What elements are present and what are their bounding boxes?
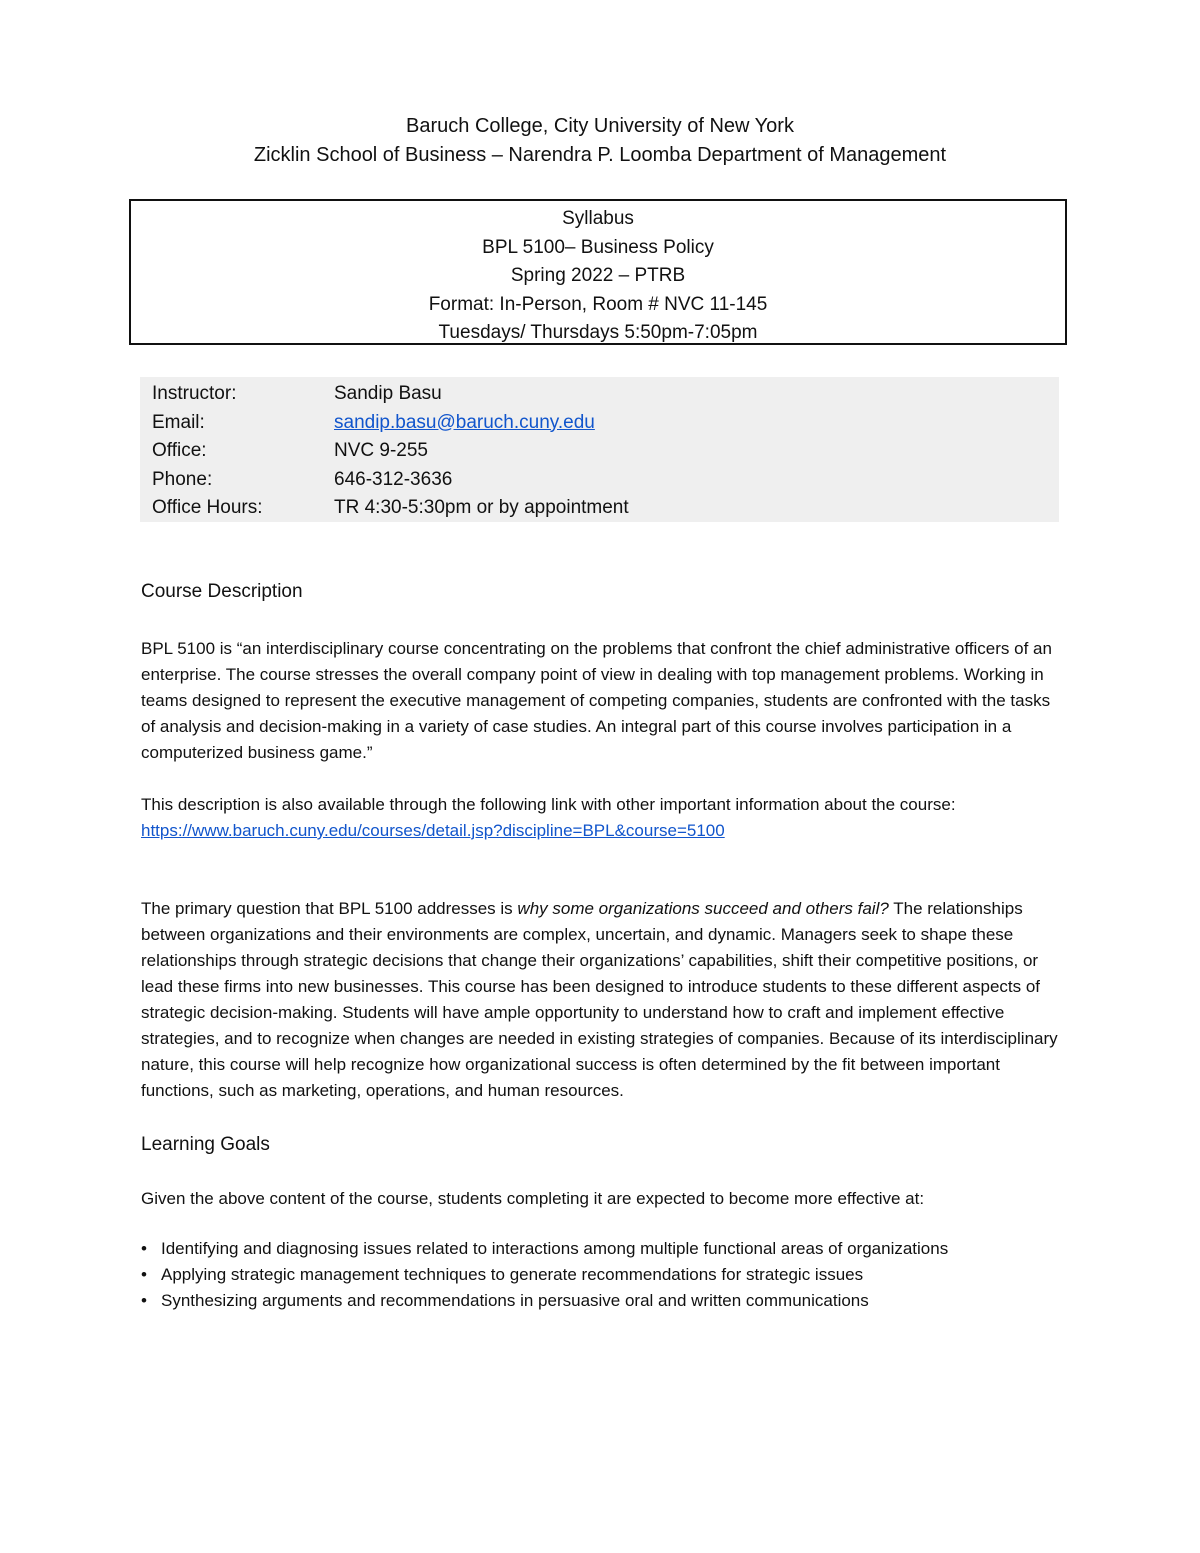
learning-goals-list: [141, 1236, 1059, 1314]
document-body: [141, 578, 1059, 1314]
primary-question-paragraph: [141, 896, 1059, 1104]
syllabus-title-box: [129, 199, 1067, 345]
info-label: Instructor:: [152, 383, 237, 404]
info-row-phone: [152, 466, 1059, 495]
info-row-email: [152, 409, 1059, 438]
info-label: Office:: [152, 440, 207, 461]
course-description-heading: Course Description: [141, 581, 303, 602]
learning-goals-heading: Learning Goals: [141, 1134, 270, 1155]
goal-text: Synthesizing arguments and recommendations in persuasive oral and written communications: [161, 1291, 869, 1310]
document-header: [0, 112, 1200, 170]
format-room: Format: In-Person, Room # NVC 11-145: [428, 293, 768, 315]
school-department: Zicklin School of Business – Narendra P. Loomba Department of Management: [253, 144, 947, 166]
office-location: NVC 9-255: [334, 440, 428, 461]
info-label: Phone:: [152, 468, 213, 490]
college-name: Baruch College, City University of New York: [406, 115, 794, 137]
bullet-glyph: •: [141, 1291, 147, 1310]
list-item: [141, 1236, 1059, 1262]
learning-goals-intro: Given the above content of the course, students completing it are expected to become more effective at:: [141, 1189, 925, 1208]
primary-question-rest: The relationships between organizations and their environments are complex, uncertain, and dynamic. Managers seek to shape these relationships through strategic decisions that change their organizations’ capabilities, shift their competitive positions, or lead these firms into new businesses. This course has been designed to introduce students to these different aspects of strategic decision-making. Students will have ample opportunity to understand how to craft and implement effective strategies, and to recognize when changes are needed in existing strategies of companies. Because of its interdisciplinary nature, this course will help recognize how organizational success is often determined by the fit between important functions, such as marketing, operations, and human resources.: [141, 899, 1058, 1100]
primary-question-start: The primary question that BPL 5100 addresses is: [141, 899, 518, 918]
goal-text: Identifying and diagnosing issues related to interactions among multiple functional areas of organizations: [161, 1239, 949, 1258]
bullet-glyph: •: [141, 1265, 147, 1284]
meeting-times: Tuesdays/ Thursdays 5:50pm-7:05pm: [438, 322, 758, 343]
info-row-office: [152, 437, 1059, 466]
office-hours: TR 4:30-5:30pm or by appointment: [334, 497, 629, 518]
bullet-glyph: •: [141, 1239, 147, 1258]
email-link[interactable]: sandip.basu@baruch.cuny.edu: [334, 411, 595, 433]
instructor-info-table: [140, 377, 1059, 522]
semester: Spring 2022 – PTRB: [510, 265, 686, 286]
instructor-name: Sandip Basu: [334, 383, 442, 404]
syllabus-label: Syllabus: [562, 208, 634, 229]
course-title: BPL 5100– Business Policy: [482, 236, 714, 258]
phone-number: 646-312-3636: [334, 468, 453, 490]
info-label: Email:: [152, 411, 205, 433]
info-label: Office Hours:: [152, 497, 263, 518]
course-description-paragraph: BPL 5100 is “an interdisciplinary course concentrating on the problems that confront the chief administrative officers of an enterprise. The course stresses the overall company point of view in dealing with top management problems. Working in teams designed to represent the executive management of competing companies, students are confronted with the tasks of analysis and decision-making in a variety of case studies. An integral part of this course involves participation in a computerized business game.”: [141, 639, 1052, 762]
goal-text: Applying strategic management techniques to generate recommendations for strategic issues: [161, 1265, 864, 1284]
info-row-instructor: [152, 380, 1059, 409]
list-item: [141, 1262, 1059, 1288]
list-item: [141, 1288, 1059, 1314]
primary-question-italic: why some organizations succeed and others fail?: [517, 899, 889, 918]
description-link-paragraph: This description is also available through the following link with other important information about the course:: [141, 795, 956, 814]
course-detail-link[interactable]: https://www.baruch.cuny.edu/courses/detail.jsp?discipline=BPL&course=5100: [141, 821, 725, 840]
info-row-office-hours: [152, 494, 1059, 523]
